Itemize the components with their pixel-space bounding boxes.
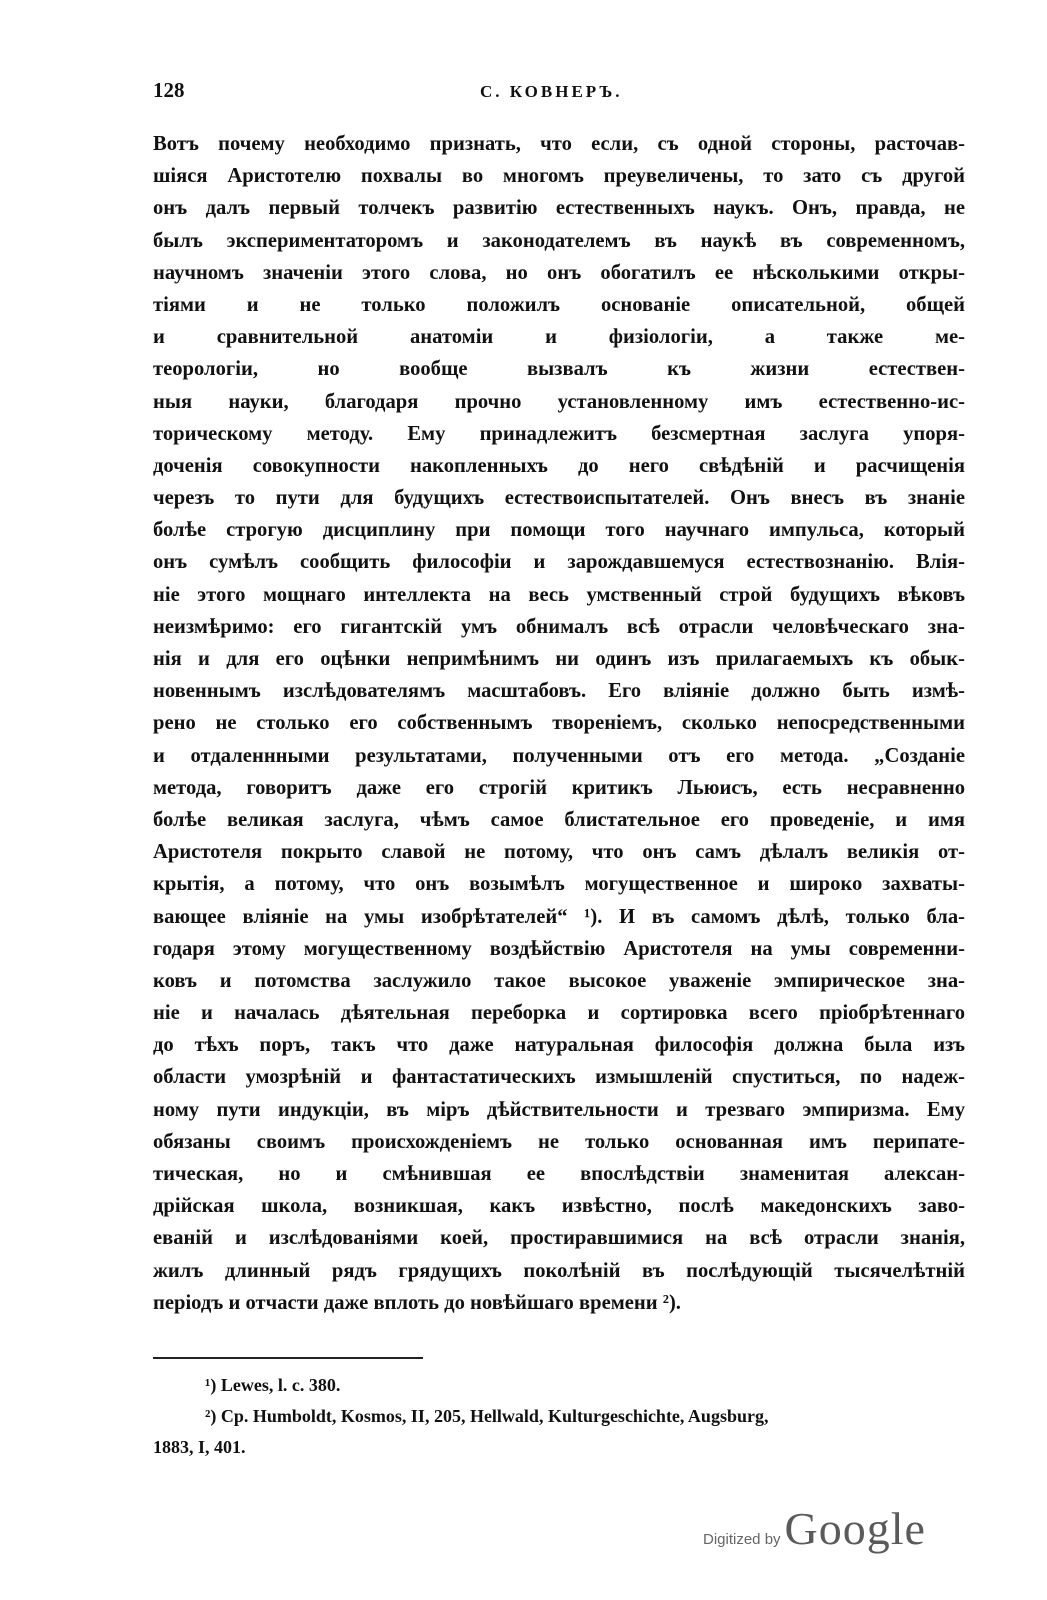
- text-line: и сравнительной анатоміи и физіологіи, а также ме-: [153, 326, 965, 349]
- footnote-1: ¹) Lewes, l. c. 380.: [205, 1375, 341, 1395]
- digitized-watermark: [703, 1502, 926, 1555]
- text-line: области умозрѣній и фантастатическихъ измышленій спуститься, по надеж-: [153, 1066, 965, 1089]
- text-line: крытія, а потому, что онъ возымѣлъ могущественное и широко захваты-: [153, 873, 965, 896]
- text-line: дрійская школа, возникшая, какъ извѣстно, послѣ македонскихъ заво-: [153, 1195, 965, 1218]
- text-line: вающее вліяніе на умы изобрѣтателей“ ¹). И въ самомъ дѣлѣ, только бла-: [153, 905, 965, 928]
- text-line: еваній и изслѣдованіями коей, простиравшимися на всѣ отрасли знанія,: [153, 1227, 965, 1250]
- footnote-2-continuation: 1883, I, 401.: [153, 1437, 246, 1457]
- text-line: неизмѣримо: его гигантскій умъ обнималъ всѣ отрасли человѣческаго зна-: [153, 615, 965, 638]
- text-line: болѣе строгую дисциплину при помощи того научнаго импульса, который: [153, 519, 965, 542]
- text-line: новеннымъ изслѣдователямъ масштабовъ. Его вліяніе должно быть измѣ-: [153, 680, 965, 703]
- text-line: черезъ то пути для будущихъ естествоиспытателей. Онъ внесъ въ знаніе: [153, 487, 965, 510]
- text-line: тическая, но и смѣнившая ее впослѣдствіи знаменитая алексан-: [153, 1163, 965, 1185]
- text-line: метода, говоритъ даже его строгій критикъ Льюисъ, есть несравненно: [153, 776, 965, 799]
- text-line: ному пути индукціи, въ міръ дѣйствительности и трезваго эмпиризма. Ему: [153, 1098, 965, 1121]
- page-number: 128: [153, 78, 185, 102]
- text-line: ковъ и потомства заслужило такое высокое уваженіе эмпирическое зна-: [153, 969, 965, 992]
- google-logo: Google: [784, 1503, 926, 1554]
- text-line: онъ сумѣлъ сообщить философіи и зарождавшемуся естествознанію. Влія-: [153, 551, 965, 574]
- text-line: ніе и началась дѣятельная переборка и сортировка всего пріобрѣтеннаго: [153, 1002, 965, 1025]
- text-line: періодъ и отчасти даже вплоть до новѣйшаго времени ²).: [153, 1291, 681, 1314]
- text-line: ніе этого мощнаго интеллекта на весь умственный строй будущихъ вѣковъ: [153, 583, 965, 606]
- text-line: жилъ длинный рядъ грядущихъ поколѣній въ послѣдующій тысячелѣтній: [153, 1259, 965, 1282]
- text-line: тіями и не только положилъ основаніе описательной, общей: [153, 293, 965, 316]
- text-line: рено не столько его собственнымъ твореніемъ, сколько непосредственными: [153, 712, 965, 735]
- footnotes: [153, 1370, 965, 1463]
- text-line: былъ экспериментаторомъ и законодателемъ въ наукѣ въ современномъ,: [153, 229, 965, 252]
- text-line: нія и для его оцѣнки непримѣнимъ ни одинъ изъ прилагаемыхъ къ обык-: [153, 648, 965, 670]
- text-line: годаря этому могущественному воздѣйствію Аристотеля на умы современни-: [153, 937, 965, 960]
- text-line: теорологіи, но вообще вызвалъ къ жизни естествен-: [153, 358, 965, 381]
- text-line: ныя науки, благодаря прочно установленному имъ естественно-ис-: [153, 390, 965, 413]
- text-line: торическому методу. Ему принадлежитъ безсмертная заслуга упоря-: [153, 422, 965, 445]
- text-line: доченія совокупности накопленныхъ до него свѣдѣній и расчищенія: [153, 454, 965, 477]
- body-text: [153, 128, 965, 1319]
- text-line: шіяся Аристотелю похвалы во многомъ преувеличены, то зато съ другой: [153, 165, 965, 188]
- text-line: онъ далъ первый толчекъ развитію естественныхъ наукъ. Онъ, правда, не: [153, 197, 965, 220]
- footnote-divider: [153, 1357, 423, 1359]
- footnote-2: ²) Cp. Humboldt, Kosmos, II, 205, Hellwald, Kulturgeschichte, Augsburg,: [205, 1406, 769, 1426]
- text-line: до тѣхъ поръ, такъ что даже натуральная философія должна была изъ: [153, 1034, 965, 1057]
- text-line: научномъ значеніи этого слова, но онъ обогатилъ ее нѣсколькими откры-: [153, 261, 965, 284]
- running-head: С. КОВНЕРЪ.: [480, 82, 623, 101]
- text-line: Вотъ почему необходимо признать, что если, съ одной стороны, расточав-: [153, 133, 965, 155]
- text-line: Аристотеля покрыто славой не потому, что онъ самъ дѣлалъ великія от-: [153, 841, 965, 864]
- digitized-label: Digitized by: [703, 1531, 781, 1548]
- text-line: и отдаленнными результатами, полученными отъ его метода. „Созданіе: [153, 744, 965, 767]
- text-line: обязаны своимъ происхожденіемъ не только основанная имъ перипате-: [153, 1130, 965, 1153]
- text-line: болѣе великая заслуга, чѣмъ самое блистательное его проведеніе, и имя: [153, 808, 965, 831]
